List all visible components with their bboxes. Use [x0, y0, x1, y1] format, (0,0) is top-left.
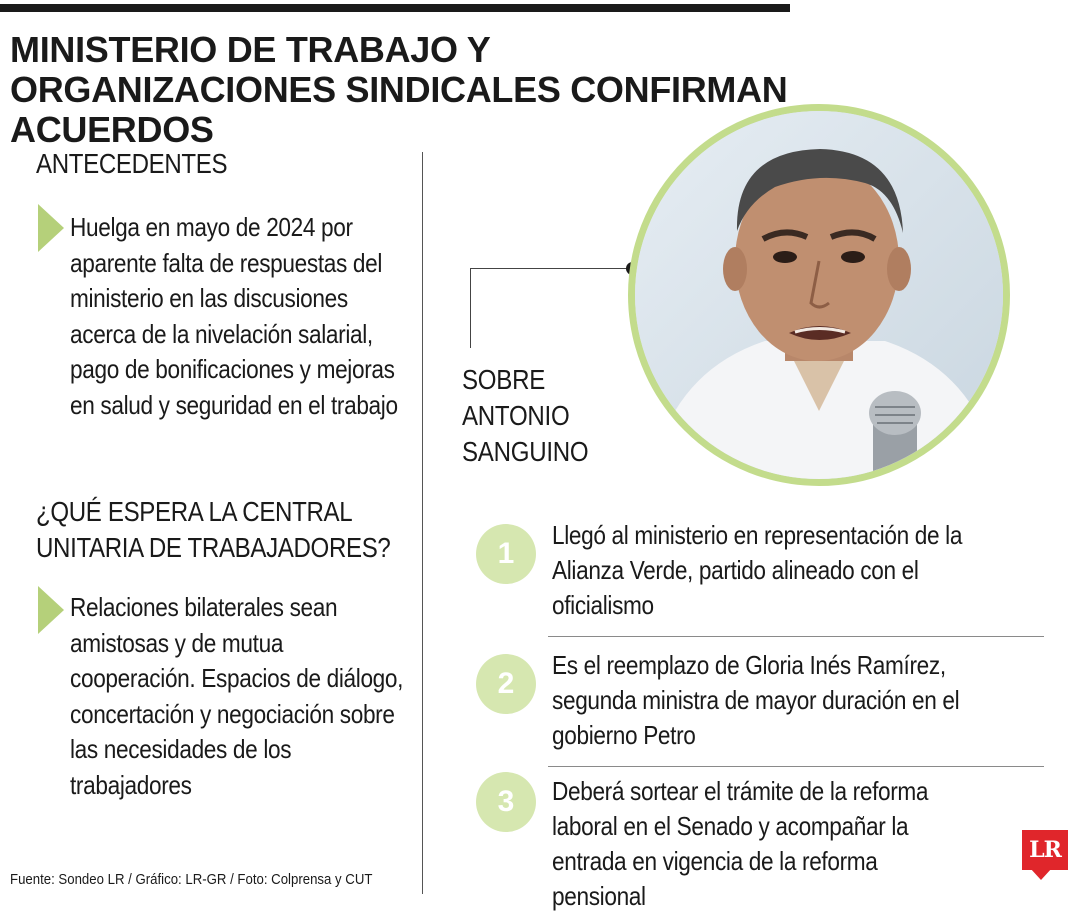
antecedentes-text: Huelga en mayo de 2024 por aparente falta de respuestas del ministerio en las discusiones acerca de la nivelación salarial, pago de bonificaciones y mejoras en salud y seguridad en el trabajo [70, 212, 398, 420]
number-badge-2: 2 [476, 654, 536, 714]
portrait-illustration [635, 111, 1003, 479]
arrow-bullet-icon [38, 586, 64, 634]
fact-separator [548, 766, 1044, 767]
fact-3-text: Deberá sortear el trámite de la reforma laboral en el Senado y acompañar la entrada en vigencia de la reforma pensional [552, 776, 929, 911]
fact-1-text: Llegó al ministerio en representación de la Alianza Verde, partido alineado con el oficialismo [552, 520, 963, 620]
connector-line [470, 268, 471, 348]
number-badge-3: 3 [476, 772, 536, 832]
source-credit: Fuente: Sondeo LR / Gráfico: LR-GR / Foto: Colprensa y CUT [10, 871, 373, 888]
lr-logo: LR [1022, 830, 1068, 870]
lr-logo-tail [1030, 868, 1052, 880]
page-title: MINISTERIO DE TRABAJO Y ORGANIZACIONES SINDICALES CONFIRMAN ACUERDOS [10, 29, 788, 150]
about-label: SOBRE ANTONIO SANGUINO [462, 364, 589, 467]
top-rule [0, 4, 790, 12]
fact-separator [548, 636, 1044, 637]
number-badge-1: 1 [476, 524, 536, 584]
expectativas-heading: ¿QUÉ ESPERA LA CENTRAL UNITARIA DE TRABAJADORES? [36, 496, 391, 563]
expectativas-text: Relaciones bilaterales sean amistosas y de mutua cooperación. Espacios de diálogo, concertación y negociación sobre las necesidades de los trabajadores [70, 592, 404, 800]
column-divider [422, 152, 423, 894]
fact-2-text: Es el reemplazo de Gloria Inés Ramírez, segunda ministra de mayor duración en el gobierno Petro [552, 650, 960, 750]
arrow-bullet-icon [38, 204, 64, 252]
antecedentes-heading: ANTECEDENTES [36, 148, 228, 179]
portrait-photo [628, 104, 1010, 486]
connector-line [470, 268, 632, 269]
